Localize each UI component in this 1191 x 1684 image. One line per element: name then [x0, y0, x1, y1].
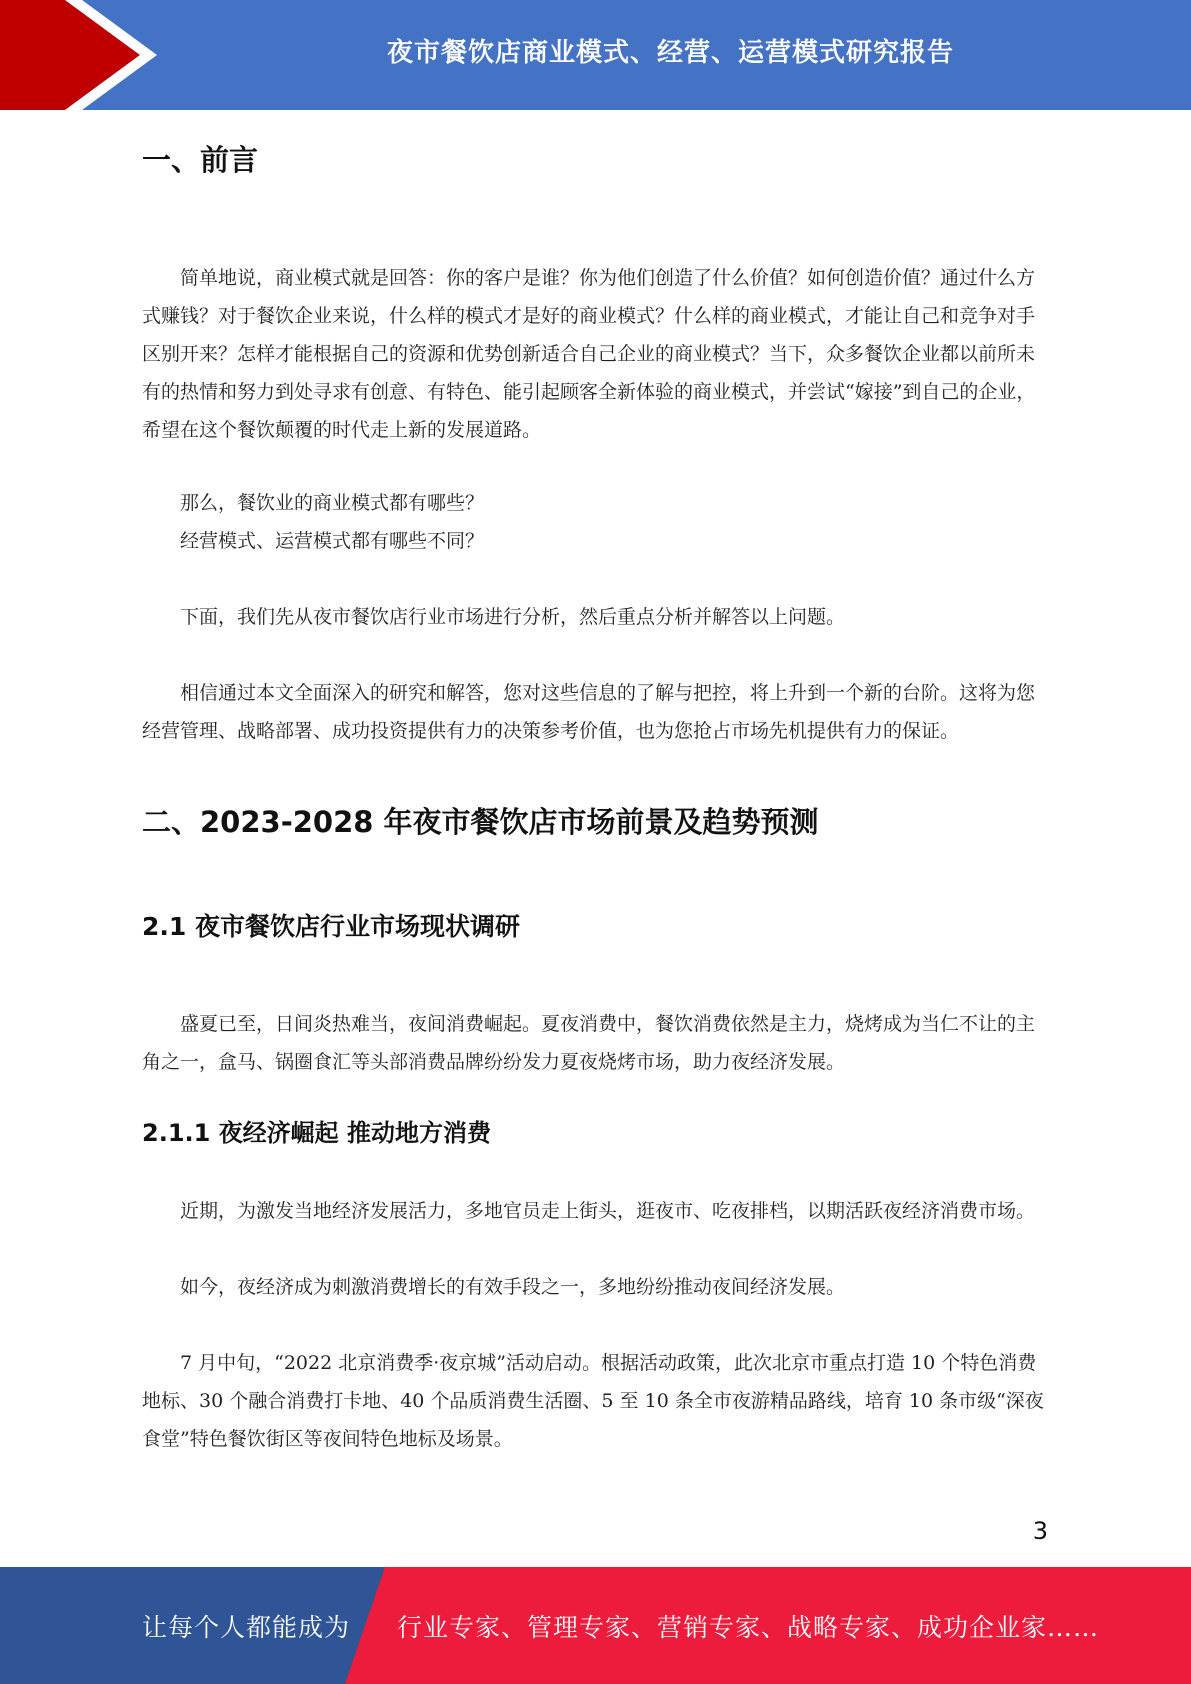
preface-paragraph-2: 下面，我们先从夜市餐饮店行业市场进行分析，然后重点分析并解答以上问题。 — [180, 606, 846, 628]
page-number: 3 — [1032, 1517, 1048, 1545]
subsection-heading-2-1-1: 2.1.1 夜经济崛起 推动地方消费 — [142, 1119, 492, 1147]
preface-paragraph-3: 相信通过本文全面深入的研究和解答，您对这些信息的了解与把控，将上升到一个新的台阶。这将为您经营管理、战略部署、成功投资提供有力的决策参考价值，也为您抢占市场先机提供有力的保证。 — [142, 682, 1036, 742]
preface-question-2: 经营模式、运营模式都有哪些不同？ — [180, 530, 485, 552]
section-heading-preface: 一、前言 — [142, 143, 259, 177]
forecast-paragraph-1: 盛夏已至，日间炎热难当，夜间消费崛起。夏夜消费中，餐饮消费依然是主力，烧烤成为当仁不让的主角之一，盒马、锅圈食汇等头部消费品牌纷纷发力夏夜烧烤市场，助力夜经济发展。 — [142, 1013, 1036, 1073]
forecast-paragraph-2: 近期，为激发当地经济发展活力，多地官员走上街头，逛夜市、吃夜排档，以期活跃夜经济消费市场。 — [180, 1200, 1036, 1222]
footer-slogan-right: 行业专家、管理专家、营销专家、战略专家、成功企业家…… — [397, 1612, 1100, 1642]
subsection-heading-2-1: 2.1 夜市餐饮店行业市场现状调研 — [142, 912, 520, 941]
page-content — [142, 138, 1047, 1458]
forecast-paragraph-3: 如今，夜经济成为刺激消费增长的有效手段之一，多地纷纷推动夜间经济发展。 — [180, 1276, 846, 1298]
preface-question-1: 那么，餐饮业的商业模式都有哪些？ — [180, 492, 485, 514]
report-title: 夜市餐饮店商业模式、经营、运营模式研究报告 — [386, 37, 954, 68]
page-header — [0, 0, 1191, 110]
page-footer — [0, 1567, 1191, 1684]
footer-slogan-left: 让每个人都能成为 — [142, 1612, 351, 1642]
section-heading-forecast: 二、2023-2028 年夜市餐饮店市场前景及趋势预测 — [142, 805, 819, 839]
preface-paragraph-1: 简单地说，商业模式就是回答：你的客户是谁？你为他们创造了什么价值？如何创造价值？通过什么方式赚钱？对于餐饮企业来说，什么样的模式才是好的商业模式？什么样的商业模式，才能让自己和竞争对手区别开来？怎样才能根据自己的资源和优势创新适合自己企业的商业模式？当下，众多餐饮企业都以前所未有的热情和努力到处寻求有创意、有特色、能引起顾客全新体验的商业模式，并尝试“嫁接”到自己的企业，希望在这个餐饮颠覆的时代走上新的发展道路。 — [142, 267, 1036, 441]
forecast-paragraph-4: 7 月中旬，“2022 北京消费季·夜京城”活动启动。根据活动政策，此次北京市重点打造 10 个特色消费地标、30 个融合消费打卡地、40 个品质消费生活圈、5 至 10 条全市夜游精品路线，培育 10 条市级“深夜食堂”特色餐饮街区等夜间特色地标及场景。 — [142, 1352, 1044, 1450]
